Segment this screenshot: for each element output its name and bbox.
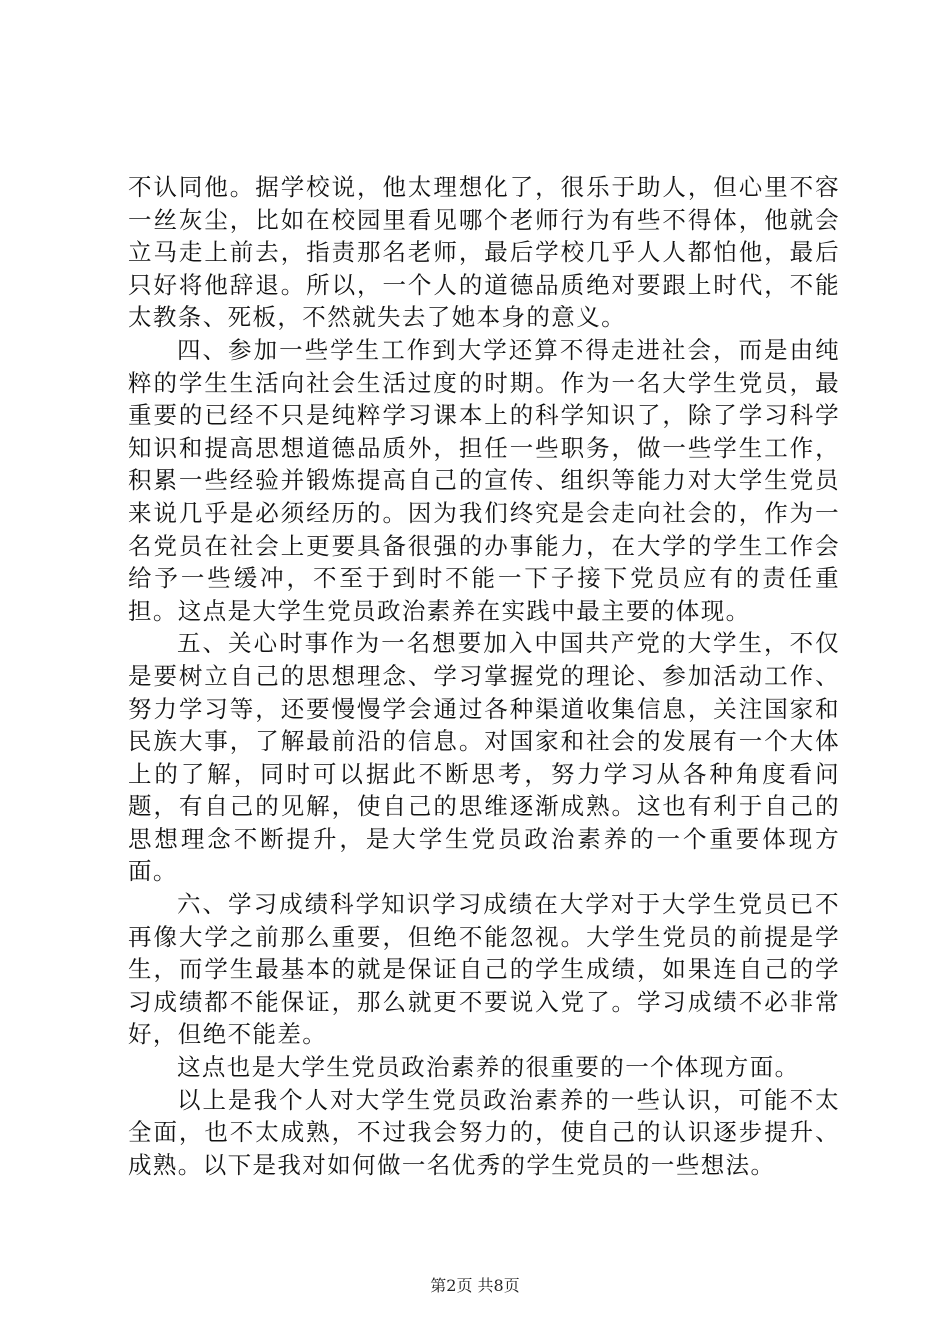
paragraph-academic-performance: 六、学习成绩科学知识学习成绩在大学对于大学生党员已不再像大学之前那么重要，但绝不能忽视。大学生党员的前提是学生，而学生最基本的就是保证自己的学生成绩，如果连自己的学习成绩都不能保证，那么就更不要说入党了。学习成绩不必非常好，但绝不能差。 [128,890,840,1049]
paragraph-continuation: 不认同他。据学校说，他太理想化了，很乐于助人，但心里不容一丝灰尘，比如在校园里看见哪个老师行为有些不得体，他就会立马走上前去，指责那名老师，最后学校几乎人人都怕他，最后只好将他辞退。所以，一个人的道德品质绝对要跟上时代，不能太教条、死板，不然就失去了她本身的意义。 [128,173,840,332]
page-number-footer: 第2页 共8页 [430,1276,520,1295]
paragraph-student-work: 四、参加一些学生工作到大学还算不得走进社会，而是由纯粹的学生生活向社会生活过度的时期。作为一名大学生党员，最重要的已经不只是纯粹学习课本上的科学知识了，除了学习科学知识和提高思想道德品质外，担任一些职务，做一些学生工作，积累一些经验并锻炼提高自己的宣传、组织等能力对大学生党员来说几乎是必须经历的。因为我们终究是会走向社会的，作为一名党员在社会上更要具备很强的办事能力，在大学的学生工作会给予一些缓冲，不至于到时不能一下子接下党员应有的责任重担。这点是大学生党员政治素养在实践中最主要的体现。 [128,335,840,625]
paragraph-conclusion: 以上是我个人对大学生党员政治素养的一些认识，可能不太全面，也不太成熟，不过我会努力的，使自己的认识逐步提升、成熟。以下是我对如何做一名优秀的学生党员的一些想法。 [128,1085,840,1179]
paragraph-summary-point: 这点也是大学生党员政治素养的很重要的一个体现方面。 [177,1053,800,1082]
paragraph-current-affairs: 五、关心时事作为一名想要加入中国共产党的大学生，不仅是要树立自己的思想理念、学习掌握党的理论、参加活动工作、努力学习等，还要慢慢学会通过各种渠道收集信息，关注国家和民族大事，了解最前沿的信息。对国家和社会的发展有一个大体上的了解，同时可以据此不断思考，努力学习从各种角度看问题，有自己的见解，使自己的思维逐渐成熟。这也有利于自己的思想理念不断提升，是大学生党员政治素养的一个重要体现方面。 [128,629,840,886]
document-body [128,171,840,1181]
